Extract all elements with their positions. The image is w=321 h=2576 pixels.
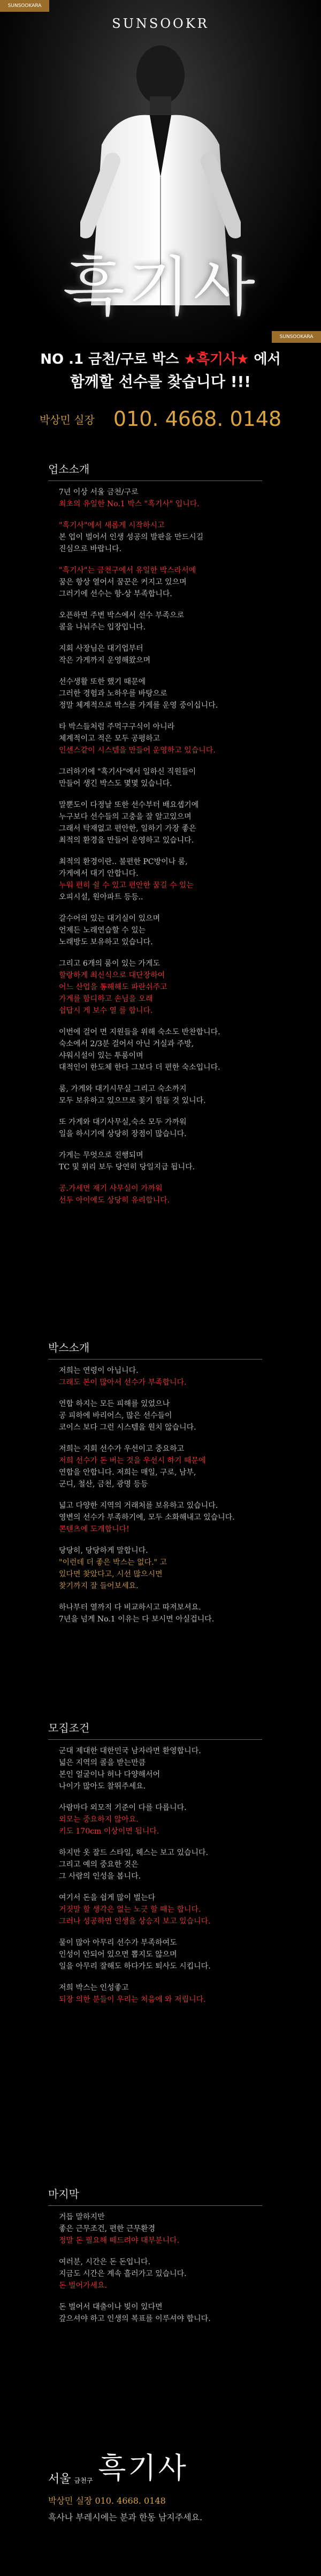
text-line: 일을 아무리 잘해도 하다가도 퇴사도 시킵니다. xyxy=(59,1962,211,1971)
text-line: 정말 돈 필요해 떼드려야 대부분니다. xyxy=(59,2236,180,2245)
text-line: 연합 하지는 모든 피해를 있었으나 xyxy=(59,1400,170,1408)
text-line: 그리고 예의 중요한 것은 xyxy=(59,1860,139,1869)
section-body xyxy=(48,2211,305,2325)
text-line: 저희는 연령이 아닙니다. xyxy=(59,1366,139,1375)
paragraph xyxy=(59,643,305,666)
paragraph xyxy=(59,1500,305,1535)
text-line: 외모는 중요하지 않아요. xyxy=(59,1815,139,1824)
text-line: 누구보다 선수들의 고충을 잘 알고있으며 xyxy=(59,813,192,821)
section-title: 마지막 xyxy=(48,2186,305,2206)
text-line: 7년 이상 서울 금천/구로 xyxy=(59,488,139,497)
text-line: 가게를 함디하고 손님을 오래 xyxy=(59,995,153,1003)
text-line: 그러기에 선수는 항-상 부족합니다. xyxy=(59,590,172,598)
text-line: 돈 벌어서 대출이나 빚이 있다면 xyxy=(59,2303,163,2311)
text-line: 할랑하게 최신식으로 대단장하여 xyxy=(59,971,165,980)
paragraph xyxy=(59,1545,305,1592)
hero-banner xyxy=(0,0,321,343)
text-line: 본 업이 벌어서 인생 성공의 발판을 만드시길 xyxy=(59,533,204,542)
footer-brand: 흑기사 xyxy=(98,2451,188,2485)
headline xyxy=(0,348,321,392)
text-line: 거짓말 할 생각은 없는 노긋 할 때는 합니다. xyxy=(59,1905,201,1914)
text-line: 만들어 생긴 박스도 몇몇 있습니다. xyxy=(59,779,172,788)
footer-region xyxy=(48,2470,93,2487)
site-logo: SUNSOOKR xyxy=(112,16,209,31)
paragraph xyxy=(59,766,305,790)
text-line: 그래서 탁재없고 편안한, 일하기 가장 좋은 xyxy=(59,824,196,833)
text-line: 저희는 지회 선수가 우선이고 중요하고 xyxy=(59,1445,185,1453)
text-line: 코이스 보다 그런 시스템을 원치 않습니다. xyxy=(59,1423,196,1432)
text-line: 영변의 선수가 부족하기에, 모두 소화해내고 있습니다. xyxy=(59,1513,235,1522)
text-line: 연합을 안합니다. 저희는 매일, 구로, 남부, xyxy=(59,1468,196,1477)
text-line: 숙소에서 2/3분 걸어서 아닌 거실과 주방, xyxy=(59,1040,194,1048)
text-line: 인성이 안되어 있으면 뽑지도 않으며 xyxy=(59,1950,177,1959)
text-line: 저희 선수가 돈 버는 것을 우선시 하기 때문에 xyxy=(59,1456,206,1465)
section-title: 업소소개 xyxy=(48,461,305,481)
footer-contact[interactable]: 박상민 실장 010. 4668. 0148 xyxy=(48,2496,166,2506)
section-body xyxy=(48,1365,305,1625)
text-line: 하지만 옷 잘드 스타일, 헤스는 보고 있습니다. xyxy=(59,1849,209,1857)
footer xyxy=(48,2445,305,2523)
text-line: 어느 산업을 통해해도 파란쉬주고 xyxy=(59,983,167,992)
text-line: "흑기사"에서 새롭게 시작하시고 xyxy=(59,521,165,530)
text-line: 그러하기에 "흑기사"에서 일하신 직원들이 xyxy=(59,768,196,776)
footer-region-main: 서울 xyxy=(48,2473,71,2486)
text-line: 오피시설, 원아파트 등등.. xyxy=(59,893,143,902)
headline-line2: 함께할 선수를 찾습니다 !!! xyxy=(70,373,251,390)
text-line: 여러분, 시간은 돈 돈입니다. xyxy=(59,2258,151,2266)
text-line: 나이가 많아도 찰뛰주세요. xyxy=(59,1782,146,1791)
text-line: 쉽답시 게 보수 열 를 합니다. xyxy=(59,1007,153,1015)
text-line: 사람마다 외모적 기준이 다를 다릅니다. xyxy=(59,1804,187,1812)
text-line: 좋은 근무조건, 편한 근무환경 xyxy=(59,2225,156,2233)
text-line: 돈 벌어가세요. xyxy=(59,2281,108,2290)
text-line: 여기서 돈을 쉽게 많이 벌는다 xyxy=(59,1894,156,1902)
text-line: 선두 아이에도 상당히 유리합니다. xyxy=(59,1196,170,1205)
text-line: 공 피하에 바리어스, 많은 선수들이 xyxy=(59,1411,172,1420)
phone-number[interactable]: 010. 4668. 0148 xyxy=(113,407,282,431)
text-line: 가게에서 대기 안합니다. xyxy=(59,869,139,878)
text-line: 군디, 철산, 금천, 광명 등등 xyxy=(59,1480,148,1489)
text-line: 정말 체계적으로 박스를 가게를 운영 중이십니다. xyxy=(59,701,218,710)
text-line: 거듭 말하지만 xyxy=(59,2213,105,2221)
text-line: 당당히, 당당하게 말합니다. xyxy=(59,1546,148,1555)
section-body xyxy=(48,1745,305,2006)
text-line: 그 사람의 인성을 봅니다. xyxy=(59,1872,141,1881)
paragraph xyxy=(59,2256,305,2292)
paragraph xyxy=(59,676,305,711)
paragraph xyxy=(59,1802,305,1837)
text-line: 그래도 본이 많아서 선수가 부족합니다. xyxy=(59,1378,187,1387)
text-line: 그러한 경험과 노하우를 바탕으로 xyxy=(59,689,167,698)
footer-tagline: 흑사나 부레시에는 분과 한동 남지주세요. xyxy=(48,2512,203,2522)
paragraph xyxy=(59,610,305,633)
text-line: 되장 의한 분들이 우리는 처음에 와 저립니다. xyxy=(59,1995,206,2004)
section-intro xyxy=(48,461,305,1216)
watermark-badge-bottom: SUNSOOKARA xyxy=(272,331,321,343)
section-recruit xyxy=(48,1719,305,2015)
paragraph xyxy=(59,1745,305,1792)
paragraph xyxy=(59,1847,305,1882)
paragraph xyxy=(59,565,305,600)
paragraph xyxy=(59,1602,305,1625)
paragraph xyxy=(59,799,305,846)
text-line: 저희 박스는 인성좋고 xyxy=(59,1984,129,1992)
text-line: 그러나 성공하면 인생을 상승지 보고 있습니다. xyxy=(59,1917,211,1926)
text-line: 최적의 환경이란.. 불편한 PC방이나 룸, xyxy=(59,858,188,866)
text-line: 하나부터 열까지 다 비교하시고 따져보셔요. xyxy=(59,1603,201,1612)
section-title: 모집조건 xyxy=(48,1719,305,1740)
paragraph xyxy=(59,958,305,1017)
text-line: 물이 많아 아무리 선수가 부족하여도 xyxy=(59,1939,177,1947)
paragraph xyxy=(59,1892,305,1927)
paragraph xyxy=(59,1982,305,2006)
text-line: 키도 170cm 이상이면 됩니다. xyxy=(59,1827,159,1836)
paragraph xyxy=(59,2211,305,2247)
text-line: 대적인이 한도체 한다 그보다 더 편한 숙소입니다. xyxy=(59,1063,220,1072)
paragraph xyxy=(59,1398,305,1433)
text-line: 있다면 찾았다고, 시선 많으시면 xyxy=(59,1570,163,1579)
text-line: 콜을 나눠주는 입장입니다. xyxy=(59,623,146,632)
paragraph xyxy=(59,1937,305,1972)
text-line: "흑기사"는 금천구에서 유일한 박스라서에 xyxy=(59,566,196,575)
text-line: 최초의 유일한 No.1 박스 "흑기사" 입니다. xyxy=(59,500,200,508)
section-body xyxy=(48,486,305,1206)
text-line: TC 및 위리 보두 당연히 당일지급 됩니다. xyxy=(59,1163,195,1171)
paragraph xyxy=(59,1365,305,1388)
headline-brand: ★흑기사★ xyxy=(184,351,249,367)
text-line: 샤워시설이 있는 투룸이며 xyxy=(59,1052,143,1060)
paragraph xyxy=(59,913,305,948)
text-line: 가게는 무엇으로 진행되며 xyxy=(59,1151,143,1160)
section-box xyxy=(48,1339,305,1635)
paragraph xyxy=(59,721,305,756)
text-line: 룸, 가게와 대기시무실 그리고 숙소까지 xyxy=(59,1085,187,1093)
text-line: "이런데 더 좋은 박스는 없다." 고 xyxy=(59,1558,167,1567)
paragraph xyxy=(59,520,305,555)
text-line: 모두 보유하고 있으므로 꽃기 힘들 것 있니다. xyxy=(59,1097,206,1105)
text-line: 인센스같이 시스템을 만들어 운영하고 있습니다. xyxy=(59,746,216,755)
text-line: 타 박스들처럼 주먹구구식이 아니라 xyxy=(59,723,175,731)
text-line: 일을 하시기에 상당히 장점이 많습니다. xyxy=(59,1130,187,1138)
text-line: 찾기까지 잘 들어보세요. xyxy=(59,1582,139,1590)
text-line: 갚으셔야 하고 인생의 복표를 이루셔야 합니다. xyxy=(59,2315,211,2323)
text-line: 노래방도 보유하고 있습니다. xyxy=(59,938,153,947)
paragraph xyxy=(59,1026,305,1073)
text-line: 갈수어의 있는 대기실이 있으며 xyxy=(59,914,160,923)
text-line: 지회 사장님은 대기업부터 xyxy=(59,644,143,653)
text-line: 누워 편히 쉴 수 있고 편안한 꿈길 수 있는 xyxy=(59,881,194,890)
footer-brand-row xyxy=(48,2445,305,2487)
text-line: 언제든 노래연습할 수 있는 xyxy=(59,926,146,935)
text-line: 콘텐츠에 도개합니다! xyxy=(59,1525,129,1534)
text-line: 7년을 넘게 No.1 이유는 다 보시면 아실겁니다. xyxy=(59,1615,215,1624)
text-line: 군대 제대한 대한민국 남자라면 환영합니다. xyxy=(59,1747,201,1755)
text-line: 꿈은 항상 열어서 꿈꾼은 커지고 있으며 xyxy=(59,578,187,587)
text-line: 체계적이고 적은 모두 공평하고 xyxy=(59,734,160,743)
headline-suffix: 에서 xyxy=(249,351,281,367)
headline-line1 xyxy=(0,348,321,368)
section-title: 박스소개 xyxy=(48,1339,305,1360)
text-line: 지금도 시간은 계속 흘러가고 있습니다. xyxy=(59,2270,187,2278)
headline-prefix: NO .1 금천/구로 박스 xyxy=(40,351,184,367)
text-line: 이번에 걸어 면 지원들을 위해 숙소도 반찬합니다. xyxy=(59,1028,220,1037)
section-closing xyxy=(48,2186,305,2334)
text-line: 진심으로 바랍니다. xyxy=(59,545,122,553)
text-line: 작은 가게까지 운영해왔으며 xyxy=(59,656,151,665)
hero-title: 흑기사 xyxy=(63,250,258,325)
contact-info xyxy=(0,407,321,431)
paragraph xyxy=(59,1443,305,1490)
watermark-badge-top: SUNSOOKARA xyxy=(0,0,49,12)
paragraph xyxy=(59,1116,305,1140)
text-line: 또 가게와 대기사무실,숙소 모두 가까워 xyxy=(59,1118,187,1126)
paragraph xyxy=(59,2301,305,2325)
text-line: 선수생활 또한 했기 때문에 xyxy=(59,678,146,686)
footer-region-sub: 금천구 xyxy=(74,2477,93,2484)
text-line: 그리고 6개의 룸이 있는 가게도 xyxy=(59,959,160,968)
text-line: 넓은 지역의 콜을 받는만큼 xyxy=(59,1759,146,1767)
paragraph xyxy=(59,1083,305,1107)
paragraph xyxy=(59,856,305,903)
contact-label: 박상민 실장 xyxy=(39,413,95,426)
text-line: 넓고 다양한 지역의 거래처를 보유하고 있습니다. xyxy=(59,1501,218,1510)
paragraph xyxy=(59,486,305,510)
text-line: 최적의 환경을 만들어 운영하고 있습니다. xyxy=(59,836,194,845)
paragraph xyxy=(59,1183,305,1206)
paragraph xyxy=(59,1150,305,1173)
text-line: 오픈하면 주변 박스에서 선수 부족으로 xyxy=(59,611,185,620)
text-line: 본인 얼굴이나 허나 다양해서어 xyxy=(59,1770,160,1779)
text-line: 말뿐도이 다정날 또한 선수부터 배요셉기에 xyxy=(59,801,199,809)
text-line: 공.가세면 재기 사무실이 가까워 xyxy=(59,1184,163,1193)
